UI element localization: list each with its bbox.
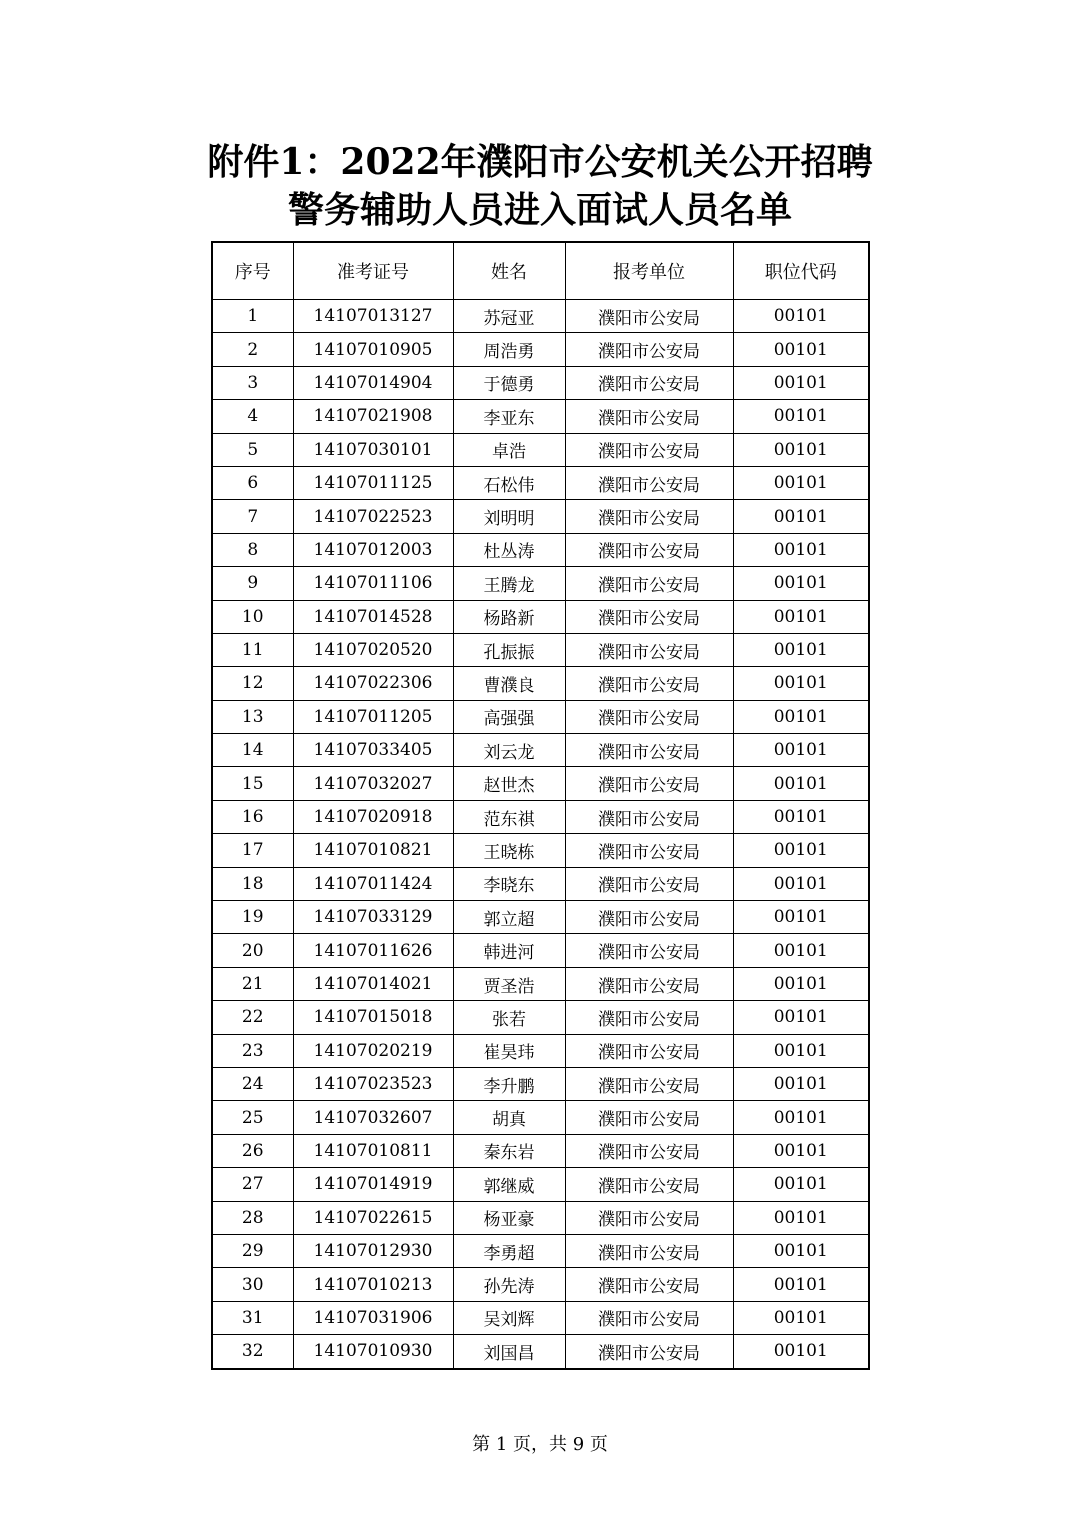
cell-seq: 16	[212, 800, 293, 833]
table-row	[212, 667, 869, 700]
cell-unit: 濮阳市公安局	[565, 1067, 733, 1100]
cell-name: 赵世杰	[453, 767, 565, 800]
table-row	[212, 800, 869, 833]
cell-unit: 濮阳市公安局	[565, 700, 733, 733]
cell-seq: 15	[212, 767, 293, 800]
cell-position-code: 00101	[733, 667, 869, 700]
cell-unit: 濮阳市公安局	[565, 734, 733, 767]
cell-position-code: 00101	[733, 867, 869, 900]
cell-unit: 濮阳市公安局	[565, 1335, 733, 1369]
cell-position-code: 00101	[733, 1067, 869, 1100]
table-row	[212, 600, 869, 633]
document-title-line-2: 警务辅助人员进入面试人员名单	[287, 189, 792, 231]
cell-unit: 濮阳市公安局	[565, 366, 733, 399]
cell-exam-id: 14107010930	[293, 1335, 453, 1369]
cell-position-code: 00101	[733, 767, 869, 800]
cell-name: 于德勇	[453, 366, 565, 399]
table-body	[212, 300, 869, 1369]
cell-position-code: 00101	[733, 834, 869, 867]
table-row	[212, 1201, 869, 1234]
cell-name: 秦东岩	[453, 1134, 565, 1167]
cell-unit: 濮阳市公安局	[565, 901, 733, 934]
table-row	[212, 967, 869, 1000]
cell-exam-id: 14107032607	[293, 1101, 453, 1134]
cell-position-code: 00101	[733, 901, 869, 934]
cell-position-code: 00101	[733, 1001, 869, 1034]
cell-exam-id: 14107011106	[293, 567, 453, 600]
cell-exam-id: 14107012930	[293, 1234, 453, 1267]
cell-unit: 濮阳市公安局	[565, 1168, 733, 1201]
cell-position-code: 00101	[733, 1034, 869, 1067]
table-row	[212, 867, 869, 900]
table-row	[212, 567, 869, 600]
cell-name: 高强强	[453, 700, 565, 733]
cell-name: 李晓东	[453, 867, 565, 900]
cell-position-code: 00101	[733, 567, 869, 600]
cell-name: 王腾龙	[453, 567, 565, 600]
cell-exam-id: 14107014528	[293, 600, 453, 633]
cell-unit: 濮阳市公安局	[565, 333, 733, 366]
cell-unit: 濮阳市公安局	[565, 867, 733, 900]
cell-exam-id: 14107032027	[293, 767, 453, 800]
table-row	[212, 734, 869, 767]
cell-exam-id: 14107015018	[293, 1001, 453, 1034]
cell-position-code: 00101	[733, 533, 869, 566]
cell-exam-id: 14107010905	[293, 333, 453, 366]
header-position-code: 职位代码	[733, 242, 869, 300]
cell-position-code: 00101	[733, 300, 869, 333]
table-row	[212, 433, 869, 466]
cell-exam-id: 14107031906	[293, 1301, 453, 1334]
table-row	[212, 366, 869, 399]
cell-unit: 濮阳市公安局	[565, 800, 733, 833]
document-title-line-1: 附件1：2022年濮阳市公安机关公开招聘	[207, 141, 873, 183]
cell-position-code: 00101	[733, 1268, 869, 1301]
cell-unit: 濮阳市公安局	[565, 1134, 733, 1167]
table-row	[212, 1001, 869, 1034]
cell-unit: 濮阳市公安局	[565, 834, 733, 867]
cell-unit: 濮阳市公安局	[565, 767, 733, 800]
table-row	[212, 1234, 869, 1267]
cell-seq: 24	[212, 1067, 293, 1100]
cell-unit: 濮阳市公安局	[565, 1268, 733, 1301]
cell-seq: 13	[212, 700, 293, 733]
cell-exam-id: 14107013127	[293, 300, 453, 333]
table-row	[212, 1301, 869, 1334]
cell-exam-id: 14107020918	[293, 800, 453, 833]
cell-unit: 濮阳市公安局	[565, 533, 733, 566]
header-seq: 序号	[212, 242, 293, 300]
cell-unit: 濮阳市公安局	[565, 300, 733, 333]
cell-exam-id: 14107010213	[293, 1268, 453, 1301]
cell-unit: 濮阳市公安局	[565, 400, 733, 433]
cell-exam-id: 14107011424	[293, 867, 453, 900]
table-row	[212, 1134, 869, 1167]
cell-exam-id: 14107011205	[293, 700, 453, 733]
cell-position-code: 00101	[733, 366, 869, 399]
table-row	[212, 633, 869, 666]
cell-unit: 濮阳市公安局	[565, 1301, 733, 1334]
cell-seq: 26	[212, 1134, 293, 1167]
table-row	[212, 1034, 869, 1067]
cell-name: 刘国昌	[453, 1335, 565, 1369]
cell-name: 崔昊玮	[453, 1034, 565, 1067]
cell-position-code: 00101	[733, 967, 869, 1000]
cell-exam-id: 14107010821	[293, 834, 453, 867]
cell-seq: 18	[212, 867, 293, 900]
cell-name: 李升鹏	[453, 1067, 565, 1100]
cell-seq: 4	[212, 400, 293, 433]
cell-position-code: 00101	[733, 734, 869, 767]
cell-position-code: 00101	[733, 333, 869, 366]
cell-name: 杨路新	[453, 600, 565, 633]
cell-seq: 21	[212, 967, 293, 1000]
cell-unit: 濮阳市公安局	[565, 1034, 733, 1067]
table-row	[212, 533, 869, 566]
header-unit: 报考单位	[565, 242, 733, 300]
cell-seq: 23	[212, 1034, 293, 1067]
cell-seq: 1	[212, 300, 293, 333]
cell-name: 李勇超	[453, 1234, 565, 1267]
cell-position-code: 00101	[733, 1301, 869, 1334]
cell-exam-id: 14107020219	[293, 1034, 453, 1067]
cell-name: 杨亚豪	[453, 1201, 565, 1234]
cell-name: 郭立超	[453, 901, 565, 934]
cell-seq: 7	[212, 500, 293, 533]
cell-name: 杜丛涛	[453, 533, 565, 566]
cell-unit: 濮阳市公安局	[565, 1001, 733, 1034]
cell-seq: 28	[212, 1201, 293, 1234]
table-row	[212, 700, 869, 733]
cell-position-code: 00101	[733, 433, 869, 466]
cell-seq: 32	[212, 1335, 293, 1369]
cell-seq: 5	[212, 433, 293, 466]
cell-unit: 濮阳市公安局	[565, 667, 733, 700]
cell-unit: 濮阳市公安局	[565, 466, 733, 499]
cell-position-code: 00101	[733, 1168, 869, 1201]
cell-position-code: 00101	[733, 500, 869, 533]
cell-name: 孙先涛	[453, 1268, 565, 1301]
cell-position-code: 00101	[733, 1234, 869, 1267]
table-row	[212, 333, 869, 366]
cell-seq: 2	[212, 333, 293, 366]
cell-position-code: 00101	[733, 400, 869, 433]
cell-position-code: 00101	[733, 1201, 869, 1234]
cell-seq: 11	[212, 633, 293, 666]
table-row	[212, 1268, 869, 1301]
cell-position-code: 00101	[733, 934, 869, 967]
cell-unit: 濮阳市公安局	[565, 633, 733, 666]
cell-exam-id: 14107014904	[293, 366, 453, 399]
cell-seq: 12	[212, 667, 293, 700]
table-header-row	[212, 242, 869, 300]
cell-unit: 濮阳市公安局	[565, 934, 733, 967]
cell-exam-id: 14107014919	[293, 1168, 453, 1201]
cell-position-code: 00101	[733, 1335, 869, 1369]
table-row	[212, 300, 869, 333]
cell-name: 石松伟	[453, 466, 565, 499]
table-row	[212, 1168, 869, 1201]
cell-exam-id: 14107014021	[293, 967, 453, 1000]
cell-seq: 8	[212, 533, 293, 566]
cell-unit: 濮阳市公安局	[565, 967, 733, 1000]
cell-exam-id: 14107033405	[293, 734, 453, 767]
table-row	[212, 466, 869, 499]
cell-unit: 濮阳市公安局	[565, 1101, 733, 1134]
cell-exam-id: 14107022615	[293, 1201, 453, 1234]
cell-name: 苏冠亚	[453, 300, 565, 333]
cell-seq: 25	[212, 1101, 293, 1134]
cell-exam-id: 14107033129	[293, 901, 453, 934]
table-row	[212, 934, 869, 967]
cell-position-code: 00101	[733, 633, 869, 666]
cell-seq: 27	[212, 1168, 293, 1201]
cell-name: 郭继威	[453, 1168, 565, 1201]
header-exam-id: 准考证号	[293, 242, 453, 300]
cell-position-code: 00101	[733, 1101, 869, 1134]
cell-position-code: 00101	[733, 700, 869, 733]
candidate-table	[211, 241, 870, 1370]
cell-name: 卓浩	[453, 433, 565, 466]
cell-exam-id: 14107012003	[293, 533, 453, 566]
cell-unit: 濮阳市公安局	[565, 433, 733, 466]
table-row	[212, 1067, 869, 1100]
cell-name: 范东祺	[453, 800, 565, 833]
cell-name: 李亚东	[453, 400, 565, 433]
cell-name: 刘明明	[453, 500, 565, 533]
cell-name: 吴刘辉	[453, 1301, 565, 1334]
table-row	[212, 834, 869, 867]
cell-seq: 29	[212, 1234, 293, 1267]
cell-unit: 濮阳市公安局	[565, 1234, 733, 1267]
cell-exam-id: 14107022523	[293, 500, 453, 533]
cell-name: 韩进河	[453, 934, 565, 967]
cell-seq: 30	[212, 1268, 293, 1301]
cell-position-code: 00101	[733, 466, 869, 499]
cell-name: 刘云龙	[453, 734, 565, 767]
table-row	[212, 400, 869, 433]
cell-position-code: 00101	[733, 600, 869, 633]
table-row	[212, 1335, 869, 1369]
table-row	[212, 767, 869, 800]
cell-seq: 3	[212, 366, 293, 399]
cell-name: 胡真	[453, 1101, 565, 1134]
cell-name: 曹濮良	[453, 667, 565, 700]
cell-exam-id: 14107011626	[293, 934, 453, 967]
table-row	[212, 500, 869, 533]
cell-exam-id: 14107023523	[293, 1067, 453, 1100]
cell-exam-id: 14107020520	[293, 633, 453, 666]
cell-unit: 濮阳市公安局	[565, 500, 733, 533]
cell-unit: 濮阳市公安局	[565, 600, 733, 633]
page-number: 第 1 页，共 9 页	[472, 1434, 608, 1455]
cell-seq: 6	[212, 466, 293, 499]
cell-exam-id: 14107021908	[293, 400, 453, 433]
cell-seq: 9	[212, 567, 293, 600]
cell-exam-id: 14107022306	[293, 667, 453, 700]
table-row	[212, 901, 869, 934]
cell-seq: 20	[212, 934, 293, 967]
header-name: 姓名	[453, 242, 565, 300]
cell-name: 张若	[453, 1001, 565, 1034]
cell-seq: 14	[212, 734, 293, 767]
cell-name: 孔振振	[453, 633, 565, 666]
cell-seq: 31	[212, 1301, 293, 1334]
table-row	[212, 1101, 869, 1134]
cell-seq: 19	[212, 901, 293, 934]
cell-name: 周浩勇	[453, 333, 565, 366]
cell-seq: 10	[212, 600, 293, 633]
cell-position-code: 00101	[733, 1134, 869, 1167]
cell-unit: 濮阳市公安局	[565, 1201, 733, 1234]
cell-exam-id: 14107010811	[293, 1134, 453, 1167]
cell-exam-id: 14107030101	[293, 433, 453, 466]
cell-unit: 濮阳市公安局	[565, 567, 733, 600]
cell-name: 贾圣浩	[453, 967, 565, 1000]
cell-name: 王晓栋	[453, 834, 565, 867]
cell-exam-id: 14107011125	[293, 466, 453, 499]
cell-seq: 22	[212, 1001, 293, 1034]
cell-seq: 17	[212, 834, 293, 867]
cell-position-code: 00101	[733, 800, 869, 833]
